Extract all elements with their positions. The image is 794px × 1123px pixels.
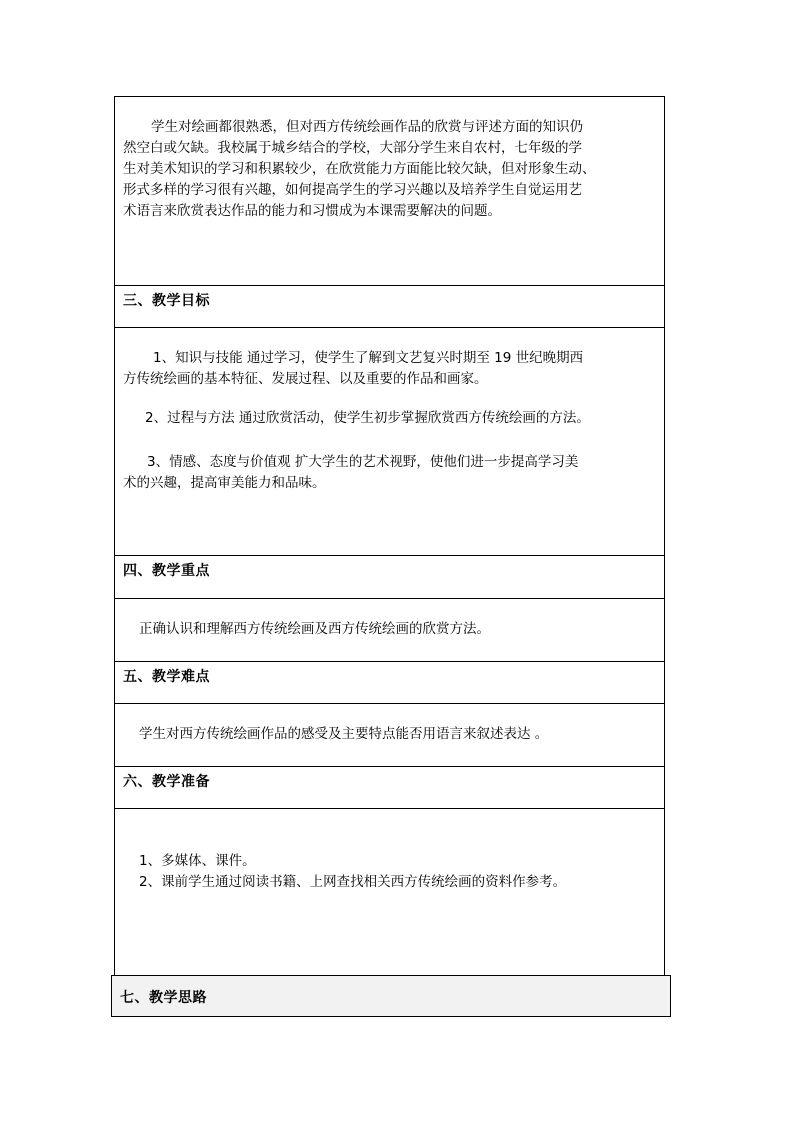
section-heading: 四、教学重点 bbox=[123, 563, 210, 579]
text-line: 形式多样的学习很有兴趣，如何提高学生的学习兴趣以及培养学生自觉运用艺 bbox=[123, 182, 582, 198]
preparation-cell bbox=[115, 809, 664, 977]
text-line: 学生对绘画都很熟悉，但对西方传统绘画作品的欣赏与评述方面的知识仍 bbox=[151, 119, 583, 135]
goal-item-2 bbox=[123, 408, 663, 429]
section-3-heading-row bbox=[115, 286, 664, 328]
text-line: 然空白或欠缺。我校属于城乡结合的学校，大部分学生来自农村，七年级的学 bbox=[123, 140, 582, 156]
section-heading: 三、教学目标 bbox=[123, 293, 210, 309]
section-7-heading-row bbox=[111, 975, 671, 1017]
section-heading: 七、教学思路 bbox=[120, 990, 207, 1006]
teaching-goals-cell bbox=[115, 328, 664, 556]
section-heading: 六、教学准备 bbox=[123, 774, 210, 790]
text-line: 1、知识与技能 通过学习，使学生了解到文艺复兴时期至 19 世纪晚期西 bbox=[153, 350, 584, 366]
list-item: 2、课前学生通过阅读书籍、上网查找相关西方传统绘画的资料作参考。 bbox=[139, 874, 567, 890]
text-line: 术语言来欣赏表达作品的能力和习惯成为本课需要解决的问题。 bbox=[123, 203, 501, 219]
text-line: 生对美术知识的学习和积累较少，在欣赏能力方面能比较欠缺，但对形象生动、 bbox=[123, 161, 596, 177]
key-points-text: 正确认识和理解西方传统绘画及西方传统绘画的欣赏方法。 bbox=[139, 621, 490, 637]
difficulties-cell bbox=[115, 704, 664, 767]
difficulties-text: 学生对西方传统绘画作品的感受及主要特点能否用语言来叙述表达 。 bbox=[139, 726, 549, 742]
section-4-heading-row bbox=[115, 556, 664, 599]
preparation-list bbox=[139, 851, 566, 893]
section-heading: 五、教学难点 bbox=[123, 669, 210, 685]
section-5-heading-row bbox=[115, 662, 664, 704]
student-analysis-text bbox=[123, 117, 663, 222]
text-line: 2、过程与方法 通过欣赏活动，使学生初步掌握欣赏西方传统绘画的方法。 bbox=[145, 410, 590, 426]
list-item: 1、多媒体、课件。 bbox=[139, 853, 256, 869]
text-line: 方传统绘画的基本特征、发展过程、以及重要的作品和画家。 bbox=[123, 371, 488, 387]
student-analysis-cell bbox=[115, 97, 664, 286]
goal-item-3 bbox=[123, 452, 663, 494]
section-6-heading-row bbox=[115, 767, 664, 809]
goal-item-1 bbox=[123, 348, 663, 390]
text-line: 3、情感、态度与价值观 扩大学生的艺术视野，使他们进一步提高学习美 bbox=[147, 454, 579, 470]
text-line: 术的兴趣，提高审美能力和品味。 bbox=[123, 475, 326, 491]
lesson-plan-table bbox=[114, 96, 665, 976]
key-points-cell bbox=[115, 599, 664, 662]
